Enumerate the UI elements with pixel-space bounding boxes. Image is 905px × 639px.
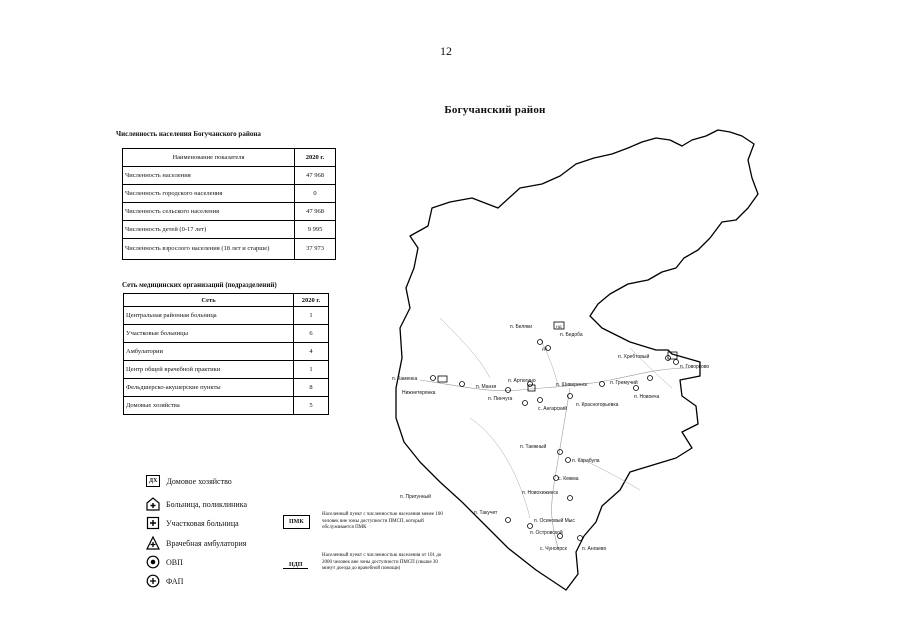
district-boundary [396, 130, 758, 590]
row-label: Численность взрослого населения (18 лет и старше) [123, 239, 295, 260]
row-value: 6 [294, 325, 329, 343]
legend-fap: ФАП [146, 574, 183, 588]
gp-office-icon [146, 555, 160, 569]
row-value: 1 [294, 361, 329, 379]
label-bedoba: п. Бедоба [560, 332, 583, 338]
hospital-icon [146, 497, 160, 511]
table-row [123, 185, 336, 203]
label-belyaki: п. Беляки [510, 324, 532, 330]
table-row [124, 361, 329, 379]
label-osinovy: п. Осиновый Мыс [534, 518, 575, 524]
table-row [123, 203, 336, 221]
table-header-row [123, 149, 336, 167]
row-value: 1 [294, 307, 329, 325]
row-label: Численность городского населения [123, 185, 295, 203]
row-label: Численность населения [123, 167, 295, 185]
label-shivera: п. Шиверинск [556, 382, 588, 388]
legend-ambulatory: Врачебная амбулатория [146, 536, 246, 550]
header-indicator: Наименование показателя [123, 149, 295, 167]
label-hrebtovy: п. Хребтовый [618, 354, 650, 360]
label-artyugino: п. Артюгино [508, 378, 536, 384]
network-table [123, 293, 329, 415]
house-box-icon: ДХ [146, 474, 160, 488]
label-karabula: п. Карабула [572, 458, 600, 464]
table-row [124, 379, 329, 397]
label-dhi: с. Ангарский [538, 406, 567, 412]
label-taezhny: п. Таежный [520, 444, 547, 450]
table-row [123, 167, 336, 185]
header-network: Сеть [124, 294, 294, 307]
label-kamenka: п. Каменка [392, 376, 418, 382]
header-year: 2020 г. [295, 149, 336, 167]
row-value: 47 968 [295, 203, 336, 221]
population-title: Численность населения Богучанского района [116, 130, 261, 138]
table-row [123, 239, 336, 260]
label-nizhneterianka: Нижнетерянка [402, 390, 436, 396]
ambulatory-icon [146, 536, 160, 550]
row-value: 0 [295, 185, 336, 203]
row-value: 37 973 [295, 239, 336, 260]
label-pritunny: п. Пригунный [400, 494, 431, 500]
label-gremuchy: п. Гремучий [610, 380, 638, 386]
label-ostrovsky: п. Островской [530, 530, 563, 536]
label-pinchuga: п. Пинчуга [488, 396, 513, 402]
page-number: 12 [440, 44, 452, 58]
population-table [122, 148, 336, 260]
legend-house: ДХ Домовое хозяйство [146, 474, 232, 488]
table-row [124, 325, 329, 343]
network-title: Сеть медицинских организаций (подразделений) [122, 281, 277, 289]
row-label: Центральная районная больница [124, 307, 294, 325]
fap-icon [146, 574, 160, 588]
label-krasnogorevka: п. Красногорьевка [576, 402, 619, 408]
label-tokuchet: п. Такучет [474, 510, 498, 516]
row-label: Домовые хозяйства [124, 397, 294, 415]
legend-gp-office: ОВП [146, 555, 183, 569]
label-manzya: п. Манзя [476, 384, 497, 390]
row-label: Участковые больницы [124, 325, 294, 343]
legend-district-hospital: Участковая больница [146, 516, 239, 530]
header-year: 2020 г. [294, 294, 329, 307]
table-row [124, 307, 329, 325]
map-title: Богучанский район [444, 104, 546, 116]
label-novaya: п. Новоеча [634, 394, 660, 400]
row-value: 4 [294, 343, 329, 361]
table-row [124, 343, 329, 361]
label-angaeevo: п. Ангаево [582, 546, 607, 552]
table-row [123, 221, 336, 239]
ndp-note: Населенный пункт с численностью населения от 101 до 2000 человек вне зоны доступности ПМСП (свыше 30 минут доезда до врачебной помощи) [322, 553, 442, 571]
table-row [124, 397, 329, 415]
label-nd: НД [556, 324, 562, 329]
row-value: 9 995 [295, 221, 336, 239]
label-keshma: с. Кежма [558, 476, 579, 482]
pmk-box-icon: ПМК [283, 515, 310, 529]
row-label: Амбулатории [124, 343, 294, 361]
ndp-box-icon: НДП [283, 562, 308, 569]
row-value: 5 [294, 397, 329, 415]
row-value: 8 [294, 379, 329, 397]
row-label: Численность сельского населения [123, 203, 295, 221]
district-map [380, 118, 780, 608]
row-label: Численность детей (0-17 лет) [123, 221, 295, 239]
label-govorkovo: п. Говорково [680, 364, 710, 370]
label-chunoyar: с. Чуноярск [540, 546, 567, 552]
label-dx: ДХ [542, 346, 548, 351]
table-header-row [124, 294, 329, 307]
district-hospital-icon [146, 516, 160, 530]
row-value: 47 968 [295, 167, 336, 185]
pmk-note: Населенный пункт с численностью населения менее 100 человек вне зоны доступности ПМСП, который обслуживается ПМК [322, 512, 443, 530]
label-novokhizhinsk: п. Новохижинск [522, 490, 559, 496]
legend-hospital: Больница, поликлиника [146, 497, 247, 511]
row-label: Центр общей врачебной практики [124, 361, 294, 379]
row-label: Фельдшерско-акушерские пункты [124, 379, 294, 397]
